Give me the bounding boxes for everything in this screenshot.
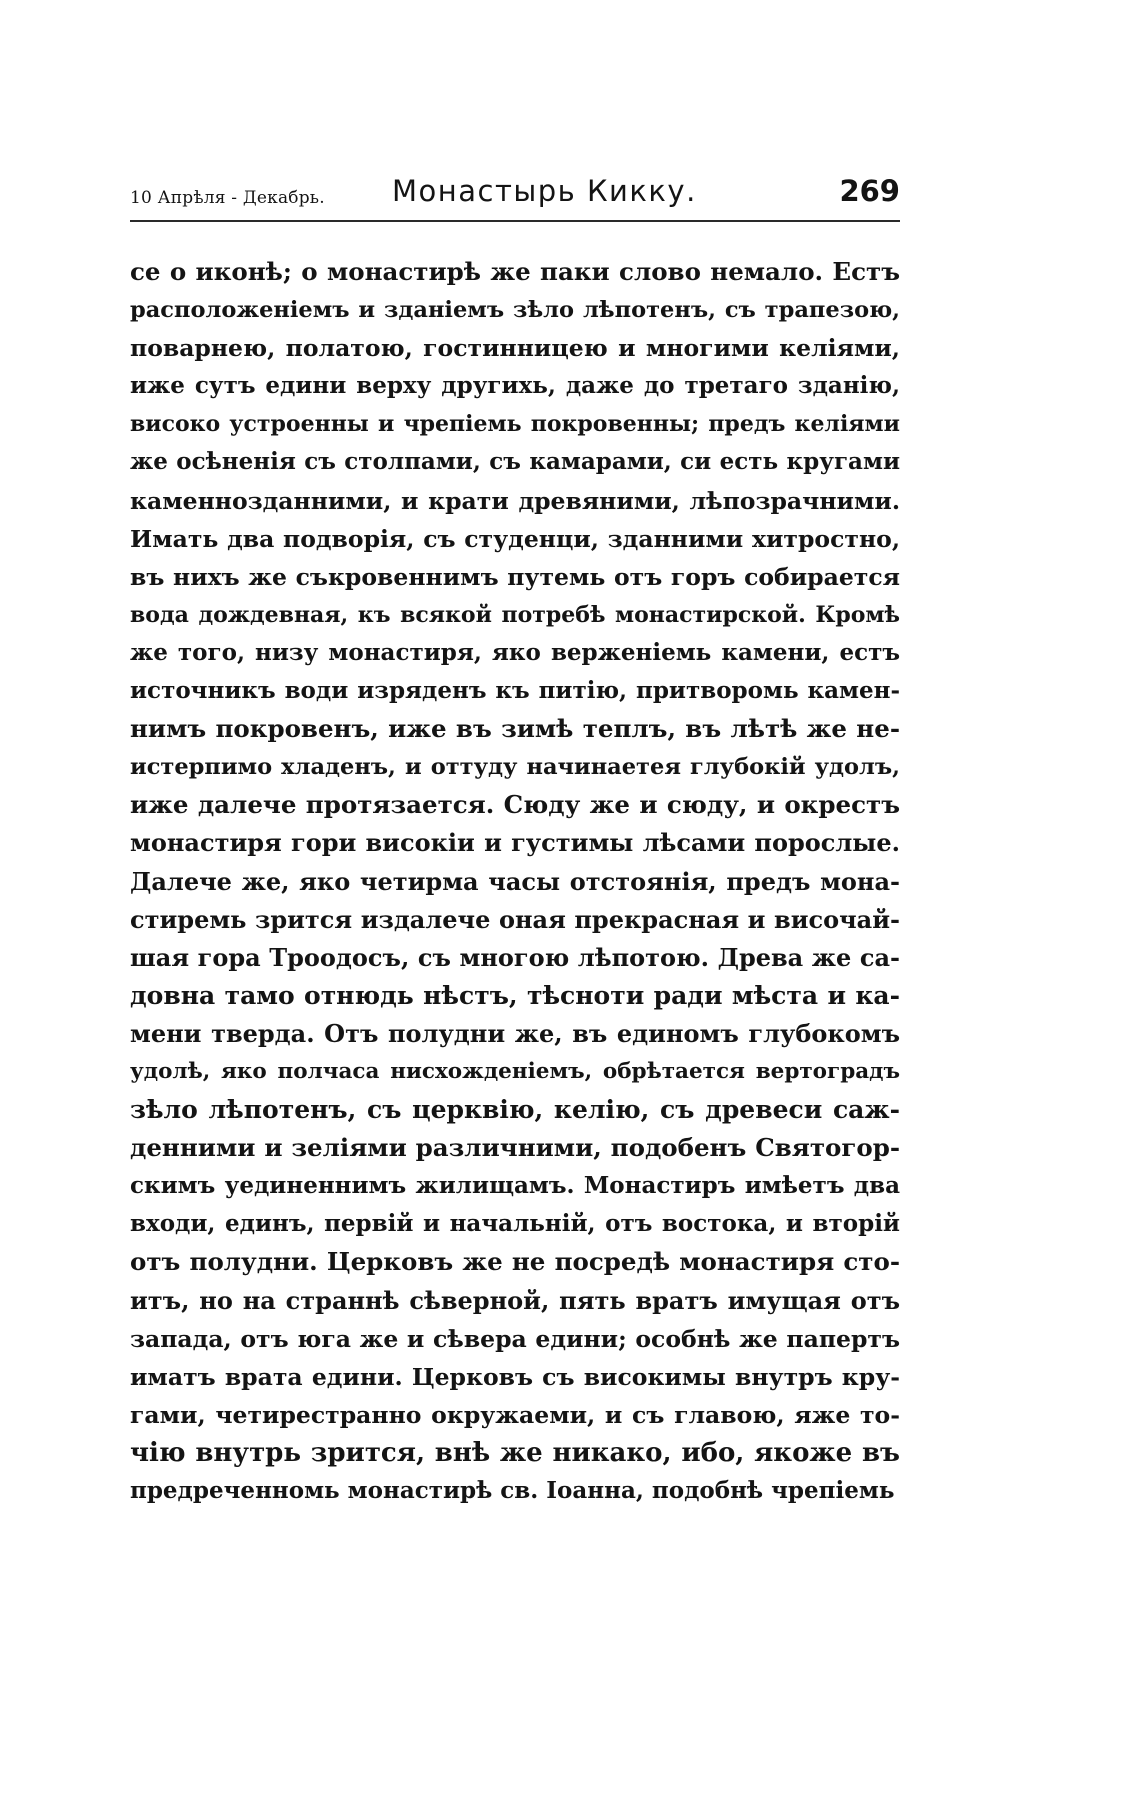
text-line: скимъ уединеннимъ жилищамъ. Монастиръ имѣетъ два <box>130 1172 900 1200</box>
text-line: се о иконѣ; о монастирѣ же паки слово немало. Естъ <box>130 257 900 286</box>
text-line: же осѣненiя съ столпами, съ камарами, си есть кругами <box>130 448 900 476</box>
text-line: нимъ покровенъ, иже въ зимѣ теплъ, въ лѣтѣ же не- <box>130 714 900 744</box>
text-line: вода дождевная, къ всякой потребѣ монастирской. Кромѣ <box>130 601 900 628</box>
text-line: итъ, но на страннѣ сѣверной, пять вратъ имущая отъ <box>130 1285 900 1315</box>
text-line: предреченномь монастирѣ св. Iоанна, подобнѣ чрепiемь <box>130 1477 895 1504</box>
text-line: удолѣ, яко полчаса нисхожденiемъ, обрѣтается вертоградъ <box>130 1058 900 1084</box>
text-line: високо устроенны и чрепiемь покровенны; предъ келiями <box>130 411 900 438</box>
text-line: Далече же, яко четирма часы отстоянiя, предъ мона- <box>130 866 900 896</box>
text-line: Имать два подворiя, съ студенци, зданними хитростно, <box>130 524 900 553</box>
text-line: мени тверда. Отъ полудни же, въ единомъ глубокомъ <box>130 1018 900 1048</box>
text-line: иже далече протязается. Сюду же и сюду, и окрестъ <box>130 790 900 820</box>
text-line: расположенiемъ и зданiемъ зѣло лѣпотенъ, съ трапезою, <box>130 297 900 324</box>
text-line: довна тамо отнюдь нѣстъ, тѣсноти ради мѣста и ка- <box>130 980 900 1010</box>
text-line: иматъ врата едини. Церковъ съ високимы внутръ кру- <box>130 1362 900 1391</box>
page-number: 269 <box>839 174 900 208</box>
running-head-title: Монастырь Кикку. <box>392 174 697 208</box>
text-line: входи, единъ, первiй и начальнiй, отъ востока, и вторiй <box>130 1210 900 1238</box>
text-line: монастиря гори високiи и густимы лѣсами порослые. <box>130 828 900 858</box>
text-line: гами, четирестранно окружаеми, и съ главою, яже то- <box>130 1400 900 1429</box>
text-line: истерпимо хладенъ, и оттуду начинаетея глубокiй удолъ, <box>130 754 900 781</box>
header-rule <box>130 220 900 222</box>
text-line: денними и зелiями различними, подобенъ Святогор- <box>130 1133 900 1163</box>
text-line: же того, низу монастиря, яко верженiемь камени, естъ <box>130 638 900 666</box>
running-head <box>130 172 900 220</box>
text-line: источникъ води изряденъ къ питiю, притворомь камен- <box>130 677 900 705</box>
running-head-date-range: 10 Апрѣля - Декабрь. <box>130 188 325 208</box>
text-line: поварнею, полатою, гостинницею и многими келiями, <box>130 334 900 363</box>
text-line: отъ полудни. Церковъ же не посредѣ монастиря сто- <box>130 1247 900 1277</box>
text-line: иже сутъ едини верху другихь, даже до третаго зданiю, <box>130 372 900 400</box>
text-line: запада, отъ юга же и сѣвера едини; особнѣ же папертъ <box>130 1324 900 1353</box>
text-line: зѣло лѣпотенъ, съ церквiю, келiю, съ древеси саж- <box>130 1095 900 1125</box>
text-line: стиремь зрится издалече оная прекрасная и височай- <box>130 904 900 934</box>
text-line: чiю внутрь зрится, внѣ же никако, ибо, якоже въ <box>130 1437 900 1468</box>
text-line: въ нихъ же съкровеннимъ путемь отъ горъ собирается <box>130 562 900 591</box>
text-line: шая гора Троодосъ, съ многою лѣпотою. Древа же са- <box>130 942 900 972</box>
text-line: каменнозданними, и крати древяними, лѣпозрачними. <box>130 486 900 515</box>
body-text <box>130 253 900 1510</box>
